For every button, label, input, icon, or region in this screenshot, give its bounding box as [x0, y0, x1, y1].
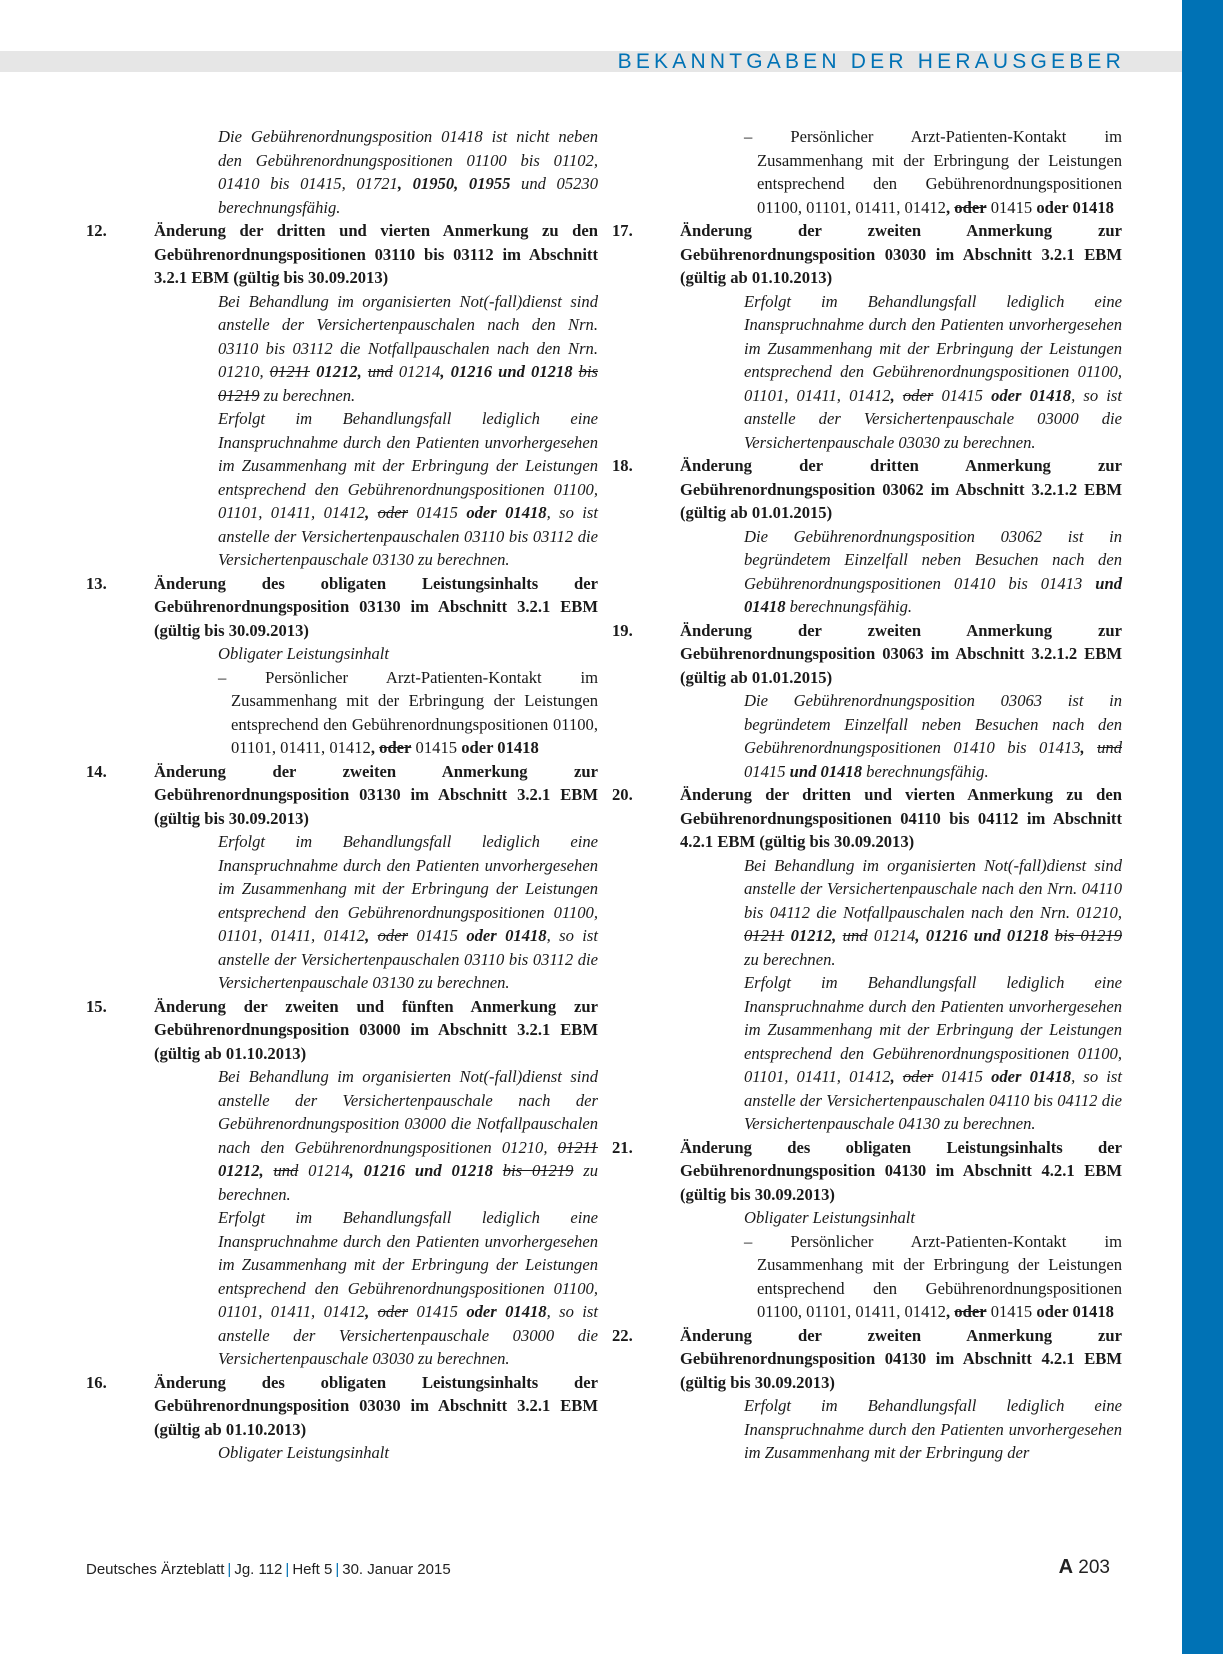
text-run: zu berechnen. — [218, 1161, 599, 1204]
text-run: Bei Behandlung im organisierten Not(-fall)dienst sind anstelle der Versichertenpauschale nach den Nrn. 04110 bis 04112 die Notfallpauschalen nach den Nrn. 01210, — [744, 855, 1122, 922]
item-17-heading — [612, 219, 1122, 290]
struck-text: 01211 — [557, 1137, 598, 1157]
item-13-subheading: Obligater Leistungsinhalt — [218, 644, 390, 663]
item-16-heading — [86, 1371, 598, 1442]
bold-text: oder 01418 — [1036, 1302, 1114, 1321]
item-15-heading — [86, 995, 598, 1066]
struck-text: oder — [377, 1302, 409, 1321]
page-value: 203 — [1078, 1557, 1110, 1578]
item-number: 15. — [86, 996, 107, 1016]
text-run: 01415 — [408, 926, 467, 945]
text-run: , so ist anstelle der Versichertenpauschale 03000 die Versichertenpauschale 03030 zu berechnen. — [218, 1302, 598, 1368]
item-title: Änderung der dritten Anmerkung zur Gebührenordnungsposition 03062 im Abschnitt 3.2.1.2 EBM (gültig ab 01.01.2015) — [680, 456, 1122, 522]
struck-text: oder — [377, 926, 409, 945]
struck-text: oder — [954, 1302, 987, 1321]
item-number: 17. — [612, 221, 633, 240]
text-run: zu berechnen. — [259, 385, 356, 405]
text-run: , so ist anstelle der Versichertenpauschalen 03110 bis 03112 die Versichertenpauschale 03130 zu berechnen. — [218, 926, 598, 992]
item-22-text-1 — [744, 1394, 1122, 1465]
item-number: 12. — [86, 221, 107, 240]
item-13-heading — [86, 572, 598, 643]
item-15-text-1 — [218, 1065, 598, 1206]
bold-text: oder 01418 — [466, 926, 547, 945]
struck-text: und — [367, 362, 393, 381]
item-title: Änderung der zweiten Anmerkung zur Gebührenordnungsposition 04130 im Abschnitt 4.2.1 EBM (gültig bis 30.09.2013) — [680, 1325, 1122, 1392]
text-run: Erfolgt im Behandlungsfall lediglich eine Inanspruchnahme durch den Patienten unvorhergesehen im Zusammenhang mit der Erbringung der Leistungen entsprechend den Gebührenordnungspositionen 01100, 01101, 01411, 01412 — [218, 832, 598, 945]
text-run: Erfolgt im Behandlungsfall lediglich eine Inanspruchnahme durch den Patienten unvorhergesehen im Zusammenhang mit der Erbringung der Leistungen entsprechend den Gebührenordnungspositionen 01100, 01101, 01411, 01412 — [218, 1208, 598, 1321]
text-run: , so ist anstelle der Versichertenpauschale 03000 die Versichertenpauschale 03030 zu berechnen. — [744, 385, 1122, 452]
text-run — [895, 1067, 903, 1086]
text-run — [1085, 738, 1097, 757]
item-20-text-1 — [744, 854, 1122, 972]
issue-date: 30. Januar 2015 — [342, 1561, 451, 1578]
text-run: Erfolgt im Behandlungsfall lediglich eine Inanspruchnahme durch den Patienten unvorhergesehen im Zusammenhang mit der Erbringung der Leistungen entsprechend den Gebührenordnungspositionen 01100, 01101, 01411, 01412 — [218, 409, 598, 522]
text-run — [369, 926, 377, 945]
bold-text: 01212, — [218, 1161, 274, 1180]
bold-text: , 01950, 01955 — [397, 174, 511, 193]
page-number — [1059, 1556, 1110, 1579]
bold-text: , 01216 und 01218 — [440, 362, 579, 381]
text-run: zu berechnen. — [744, 949, 836, 969]
bold-text: , — [945, 197, 951, 217]
item-number: 14. — [86, 761, 107, 781]
left-column — [86, 125, 598, 1465]
text-run: 01415 — [411, 738, 462, 757]
item-17-text-1 — [744, 290, 1122, 455]
item-21-list — [744, 1230, 1122, 1324]
bold-text: oder 01418 — [991, 1067, 1072, 1086]
item-number: 13. — [86, 573, 107, 593]
text-run: 01415 — [408, 1302, 467, 1321]
text-run: , so ist anstelle der Versichertenpauschalen 03110 bis 03112 die Versichertenpauschale 03130 zu berechnen. — [218, 503, 598, 569]
text-run: 01415 — [986, 197, 1037, 217]
item-15-text-2 — [218, 1206, 598, 1371]
bold-text: , — [890, 1067, 895, 1086]
continued-list — [744, 125, 1122, 219]
item-20-text-2 — [744, 971, 1122, 1136]
struck-text: oder — [379, 738, 412, 757]
text-run — [369, 503, 377, 522]
bold-text: , — [365, 1302, 370, 1321]
bold-text: , — [1080, 738, 1085, 757]
item-13-list — [218, 666, 598, 760]
item-title: Änderung der zweiten und fünften Anmerkung zur Gebührenordnungsposition 03000 im Abschnitt 3.2.1 EBM (gültig ab 01.10.2013) — [154, 996, 598, 1063]
bold-text: , — [945, 1302, 951, 1321]
right-column — [612, 125, 1122, 1465]
item-16-subheading: Obligater Leistungsinhalt — [218, 1443, 390, 1462]
bold-text: 01212, — [310, 362, 368, 381]
item-title: Änderung der zweiten Anmerkung zur Gebührenordnungsposition 03063 im Abschnitt 3.2.1.2 EBM (gültig ab 01.01.2015) — [680, 620, 1122, 687]
item-title: Änderung des obligaten Leistungsinhalts der Gebührenordnungsposition 03030 im Abschnitt 3.2.1 EBM (gültig ab 01.10.2013) — [154, 1372, 598, 1439]
list-item — [744, 1230, 1122, 1324]
item-title: Änderung der dritten und vierten Anmerkung zu den Gebührenordnungspositionen 03110 bis 03112 im Abschnitt 3.2.1 EBM (gültig bis 30.09.2013) — [154, 221, 598, 287]
item-12-text-2 — [218, 407, 598, 572]
journal-name: Deutsches Ärzteblatt — [86, 1561, 225, 1578]
item-14-text-1 — [218, 830, 598, 995]
text-run: 01415 — [408, 503, 467, 522]
item-number: 18. — [612, 456, 633, 475]
text-run — [895, 386, 903, 405]
text-run: berechnungsfähig. — [862, 761, 989, 781]
struck-text: bis 01219 — [218, 362, 599, 405]
struck-text: bis 01219 — [1054, 926, 1123, 945]
item-number: 21. — [612, 1137, 633, 1157]
struck-text: und — [842, 926, 868, 945]
text-run: 01214 — [392, 362, 441, 381]
bold-text: oder 01418 — [991, 385, 1072, 405]
text-run: Erfolgt im Behandlungsfall lediglich eine Inanspruchnahme durch den Patienten unvorhergesehen im Zusammenhang mit der Erbringung der — [744, 1396, 1122, 1462]
text-run: – Persönlicher Arzt-Patienten-Kontakt im Zusammenhang mit der Erbringung der Leistungen entsprechend den Gebührenordnungspositionen 01100, 01101, 01411, 01412 — [744, 1231, 1122, 1321]
text-run: – Persönlicher Arzt-Patienten-Kontakt im Zusammenhang mit der Erbringung der Leistungen entsprechend den Gebührenordnungspositionen 01100, 01101, 01411, 01412 — [744, 127, 1122, 217]
text-run: Bei Behandlung im organisierten Not(-fall)dienst sind anstelle der Versichertenpauschalen nach den Nrn. 03110 bis 03112 die Notfallpauschalen nach den Nrn. 01210, — [218, 291, 598, 381]
text-run: 01415 — [933, 385, 992, 405]
section-title: BEKANNTGABEN DER HERAUSGEBER — [617, 50, 1125, 73]
separator: | — [285, 1561, 290, 1578]
item-14-heading — [86, 760, 598, 831]
bold-text: , 01216 und 01218 — [349, 1161, 503, 1180]
side-color-bar — [1182, 0, 1223, 1654]
item-21-subheading: Obligater Leistungsinhalt — [744, 1208, 916, 1227]
item-title: Änderung des obligaten Leistungsinhalts der Gebührenordnungsposition 03130 im Abschnitt 3.2.1 EBM (gültig bis 30.09.2013) — [154, 573, 598, 640]
text-run: – Persönlicher Arzt-Patienten-Kontakt im Zusammenhang mit der Erbringung der Leistungen entsprechend den Gebührenordnungspositionen 01100, 01101, 01411, 01412 — [218, 667, 598, 757]
item-22-heading — [612, 1324, 1122, 1395]
text-run: 01214 — [867, 926, 916, 945]
text-run: Erfolgt im Behandlungsfall lediglich eine Inanspruchnahme durch den Patienten unvorhergesehen im Zusammenhang mit der Erbringung der Leistungen entsprechend den Gebührenordnungspositionen 01100, 01101, 01411, 01412 — [744, 973, 1122, 1086]
text-run: und 05230 berechnungsfähig. — [218, 174, 599, 217]
item-title: Änderung des obligaten Leistungsinhalts der Gebührenordnungsposition 04130 im Abschnitt 4.2.1 EBM (gültig bis 30.09.2013) — [680, 1137, 1122, 1204]
struck-text: oder — [902, 385, 934, 405]
bold-text: oder 01418 — [466, 1302, 547, 1321]
text-run: 01214 — [298, 1161, 350, 1180]
bold-text: oder 01418 — [466, 503, 547, 522]
lead-paragraph — [218, 125, 598, 219]
struck-text: oder — [954, 197, 987, 217]
struck-text: oder — [902, 1067, 934, 1086]
text-run: , so ist anstelle der Versichertenpauschalen 04110 bis 04112 die Versichertenpauschale 04130 zu berechnen. — [744, 1067, 1122, 1133]
item-12-text-1 — [218, 290, 598, 408]
text-run: Die Gebührenordnungsposition 03062 ist in begründetem Einzelfall neben Besuchen nach den Gebührenordnungspositionen 01410 bis 01413 — [744, 526, 1122, 593]
struck-text: oder — [377, 503, 409, 522]
separator: | — [227, 1561, 232, 1578]
item-21-heading — [612, 1136, 1122, 1207]
item-number: 16. — [86, 1372, 107, 1392]
list-item — [218, 666, 598, 760]
list-item — [744, 125, 1122, 219]
text-run: 01415 — [986, 1302, 1037, 1321]
struck-text: 01211 — [269, 362, 311, 381]
bold-text: , — [365, 503, 370, 522]
struck-text: 01211 — [744, 926, 785, 945]
text-run: Erfolgt im Behandlungsfall lediglich eine Inanspruchnahme durch den Patienten unvorhergesehen im Zusammenhang mit der Erbringung der Leistungen entsprechend den Gebührenordnungspositionen 01100, 01101, 01411, 01412 — [744, 291, 1122, 405]
bold-text: , 01216 und 01218 — [915, 926, 1055, 945]
footer-citation — [86, 1561, 451, 1578]
text-run — [369, 1302, 377, 1321]
bold-text: und 01418 — [744, 573, 1122, 616]
page-prefix: A — [1058, 1556, 1074, 1578]
separator: | — [335, 1561, 340, 1578]
bold-text: 01212, — [784, 926, 843, 945]
text-run: Die Gebührenordnungsposition 01418 ist nicht neben den Gebührenordnungspositionen 01100 bis 01102, 01410 bis 01415, 01721 — [218, 127, 598, 193]
text-run: berechnungsfähig. — [785, 597, 913, 616]
text-run: Die Gebührenordnungsposition 03063 ist in begründetem Einzelfall neben Besuchen nach den Gebührenordnungspositionen 01410 bis 01413 — [744, 691, 1122, 757]
item-18-heading — [612, 454, 1122, 525]
item-20-heading — [612, 783, 1122, 854]
item-18-text-1 — [744, 525, 1122, 619]
item-title: Änderung der zweiten Anmerkung zur Gebührenordnungsposition 03130 im Abschnitt 3.2.1 EBM (gültig bis 30.09.2013) — [154, 761, 598, 828]
bold-text: oder 01418 — [1036, 197, 1114, 217]
struck-text: und — [273, 1161, 299, 1180]
item-number: 20. — [612, 785, 633, 804]
item-19-heading — [612, 619, 1122, 690]
bold-text: , — [370, 738, 375, 757]
item-title: Änderung der dritten und vierten Anmerkung zu den Gebührenordnungspositionen 04110 bis 04112 im Abschnitt 4.2.1 EBM (gültig bis 30.09.2013) — [680, 785, 1122, 851]
bold-text: und 01418 — [789, 761, 863, 781]
item-19-text-1 — [744, 689, 1122, 783]
bold-text: , — [365, 926, 370, 945]
text-run: 01415 — [933, 1067, 992, 1086]
bold-text: , — [890, 385, 895, 405]
issue: Heft 5 — [292, 1561, 333, 1578]
struck-text: und — [1097, 738, 1122, 757]
volume: Jg. 112 — [234, 1561, 283, 1578]
item-number: 22. — [612, 1325, 633, 1345]
item-12-heading — [86, 219, 598, 290]
item-title: Änderung der zweiten Anmerkung zur Gebührenordnungsposition 03030 im Abschnitt 3.2.1 EBM (gültig ab 01.10.2013) — [680, 221, 1122, 287]
text-run: 01415 — [744, 761, 790, 781]
struck-text: bis 01219 — [502, 1161, 574, 1180]
bold-text: oder 01418 — [461, 738, 539, 757]
text-run: Bei Behandlung im organisierten Not(-fall)dienst sind anstelle der Versichertenpauschale nach der Gebührenordnungsposition 03000 die Notfallpauschalen nach den Gebührenordnungspositionen 01210, — [218, 1067, 598, 1157]
item-number: 19. — [612, 620, 633, 640]
